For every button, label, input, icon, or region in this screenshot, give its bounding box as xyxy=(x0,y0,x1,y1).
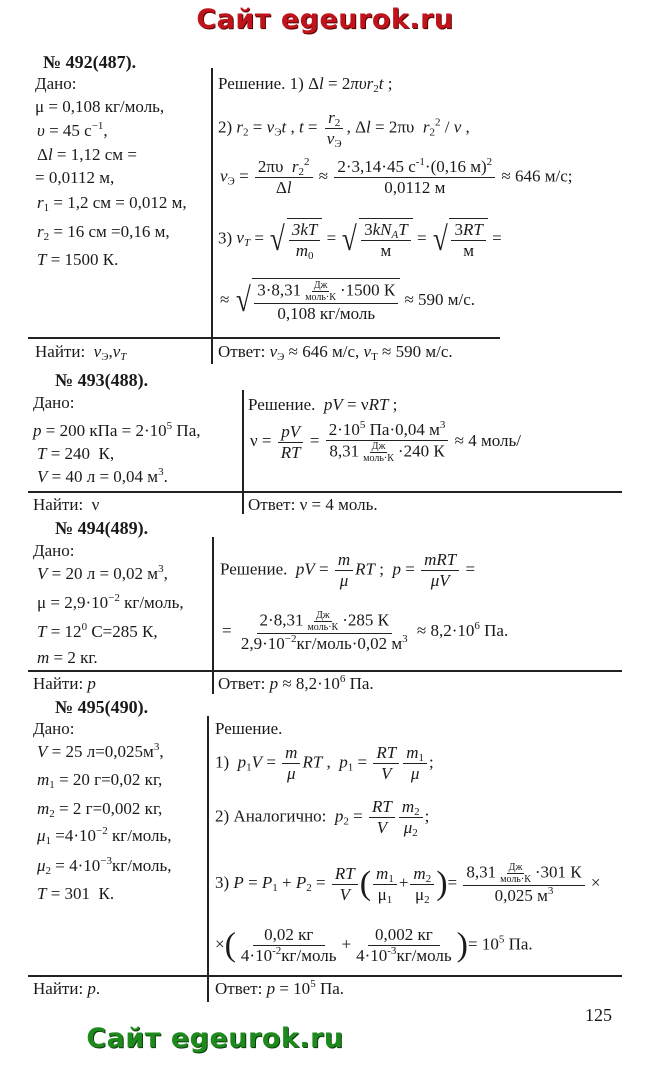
problem-number: № 492(487). xyxy=(43,52,137,72)
problem-number: № 494(489). xyxy=(55,518,149,538)
given-item: Δl = 1,12 см = xyxy=(37,145,137,164)
given-item: V = 20 л = 0,02 $м^3$, xyxy=(37,563,168,583)
given-item: $r_1 = 1,2$ см = 0,012 м, xyxy=(37,193,187,214)
solution-step: 3) $v_T$ = √ $\frac{3kT}{m_0}$ = √ $\frac{3kN_AT}{м}$ = √ $\frac{3RT}{м}$ = xyxy=(218,220,502,262)
given-item: T = 240 К, xyxy=(37,444,115,463)
solution-step: 2) $r_2 = v_Эt$ , t = $\frac{r_2}{v_Э}$ , Δl = 2πυ $r_2^2$ / v , xyxy=(218,108,470,150)
given-item: V = 25 $л=0,025м^3$, xyxy=(37,741,164,761)
solution-step: $v_Э$ = $\frac{2\pi\upsilon r_2^2}{\Delta l}$ ≈ $\frac{2\cdot 3,14\cdot 45 с^{-1}\cdot(0,16 м)^2}{0,0112 м}$ ≈ 646 м/с; xyxy=(220,156,573,197)
watermark-top: Сайт egeurok.ru xyxy=(196,4,454,35)
answer-field: Ответ: $p = 10^5$ Па. xyxy=(215,978,345,998)
column-divider xyxy=(207,716,209,1002)
solution-step: Решение. pV = $\frac{m}{\mu}$ RT ; p = $\frac{\text{mRT}}{\mu V}$ = xyxy=(220,550,476,590)
answer-field: Ответ: ν = 4 моль. xyxy=(248,495,378,514)
given-label: Дано: xyxy=(33,541,75,560)
given-item: $T = 12^0$ С=285 К, xyxy=(37,621,158,641)
given-item: V = 40 л = 0,04 $м^3$. xyxy=(37,466,168,486)
given-item: $\mu = 2,9\cdot 10^{-2}$ кг/моль, xyxy=(37,592,184,612)
solution-step: 3) $P = P_1 + P_2$ = $\frac{RT}{V}$ ( $\frac{m_1}{\mu_1}$ + $\frac{m_2}{\mu_2}$ )= 8,31 Дж моль·К ·301 К 0,025 $м^3$ × xyxy=(215,862,601,906)
solution-step: ν = $\frac{pV}{RT}$ = $2\cdot 10^5$ Па·0,04 $м^3$ 8,31 Дж моль·К ·240 К ≈ 4 моль/ xyxy=(250,419,521,464)
given-item: T = 1500 К. xyxy=(37,250,119,269)
column-divider xyxy=(242,390,244,514)
given-item: $\mu_1 =4\cdot 10^{-2}$ кг/моль, xyxy=(37,825,172,847)
given-label: Дано: xyxy=(35,74,77,93)
given-label: Дано: xyxy=(33,393,75,412)
problem-number: № 495(490). xyxy=(55,697,149,717)
given-item: T = 301 К. xyxy=(37,884,115,903)
answer-field: Ответ: $p \approx 8,2\cdot 10^6$ Па. xyxy=(218,673,374,693)
divider xyxy=(28,975,622,977)
solution-label: Решение. xyxy=(215,719,283,738)
given-item: $m_2 = 2$ г=0,002 кг, xyxy=(37,799,163,820)
given-label: Дано: xyxy=(33,719,75,738)
given-item: μ = 0,108 кг/моль, xyxy=(35,97,165,116)
watermark-bottom: Сайт egeurok.ru xyxy=(86,1023,344,1054)
problem-number: № 493(488). xyxy=(55,370,149,390)
solution-step: = 2·8,31 Дж моль·К ·285 К $2,9\cdot 10^{-2}кг/моль\cdot 0,02$ $м^3$ ≈ $8,2\cdot 10^6$ Па. xyxy=(222,610,509,653)
given-item: m = 2 кг. xyxy=(37,648,98,667)
solution-step: ≈ √ 3·8,31 Дж моль·К ·1500 К 0,108 кг/моль ≈ 590 м/с. xyxy=(220,280,476,323)
divider xyxy=(28,670,622,672)
solution-step: 1) $p_1V$ = $\frac{m}{\mu}$ RT , $p_1$ = $\frac{RT}{V}$ $\frac{m_1}{\mu}$ ; xyxy=(215,743,434,783)
solution-step: 2) Аналогично: $p_2$ = $\frac{RT}{V}$ $\frac{m_2}{\mu_2}$ ; xyxy=(215,797,430,839)
find-field: Найти: p. xyxy=(33,979,101,998)
given-item: $r_2 = 16$ см =0,16 м, xyxy=(37,222,170,243)
given-item: $\mu_2$ = $4\cdot 10^{-3}кг$/моль, xyxy=(37,855,172,877)
page-number: 125 xyxy=(585,1005,612,1025)
column-divider xyxy=(211,68,213,364)
find-field: Найти: p xyxy=(33,674,96,693)
find-field: Найти: ν xyxy=(33,495,100,514)
find-field: Найти: $v_Э,v_T$ xyxy=(35,342,127,363)
divider xyxy=(28,491,622,493)
answer-field: Ответ: $v_Э \approx 646$ м/с, $v_Т \approx 590$ м/с. xyxy=(218,342,453,363)
solution-step: Решение. pV = νRT ; xyxy=(248,395,398,414)
given-item: $m_1 = 20$ г=0,02 кг, xyxy=(37,770,163,791)
solution-step: ×( $\frac{0,02 кг}{4\cdot 10^{-2}кг/моль}$ + $\frac{0,002 кг}{4\cdot 10^{-3}кг/моль}$ )= $10^5$ Па. xyxy=(215,925,533,965)
divider xyxy=(28,337,500,339)
given-item: = 0,0112 м, xyxy=(35,168,115,187)
solution-step: Решение. 1) Δl = 2πυr$_2$t ; xyxy=(218,74,393,95)
given-item: p = 200 кПа = $2\cdot 10^5$ Па, xyxy=(33,420,201,440)
given-item: υ = 45 $с^{-1}$, xyxy=(37,120,108,140)
